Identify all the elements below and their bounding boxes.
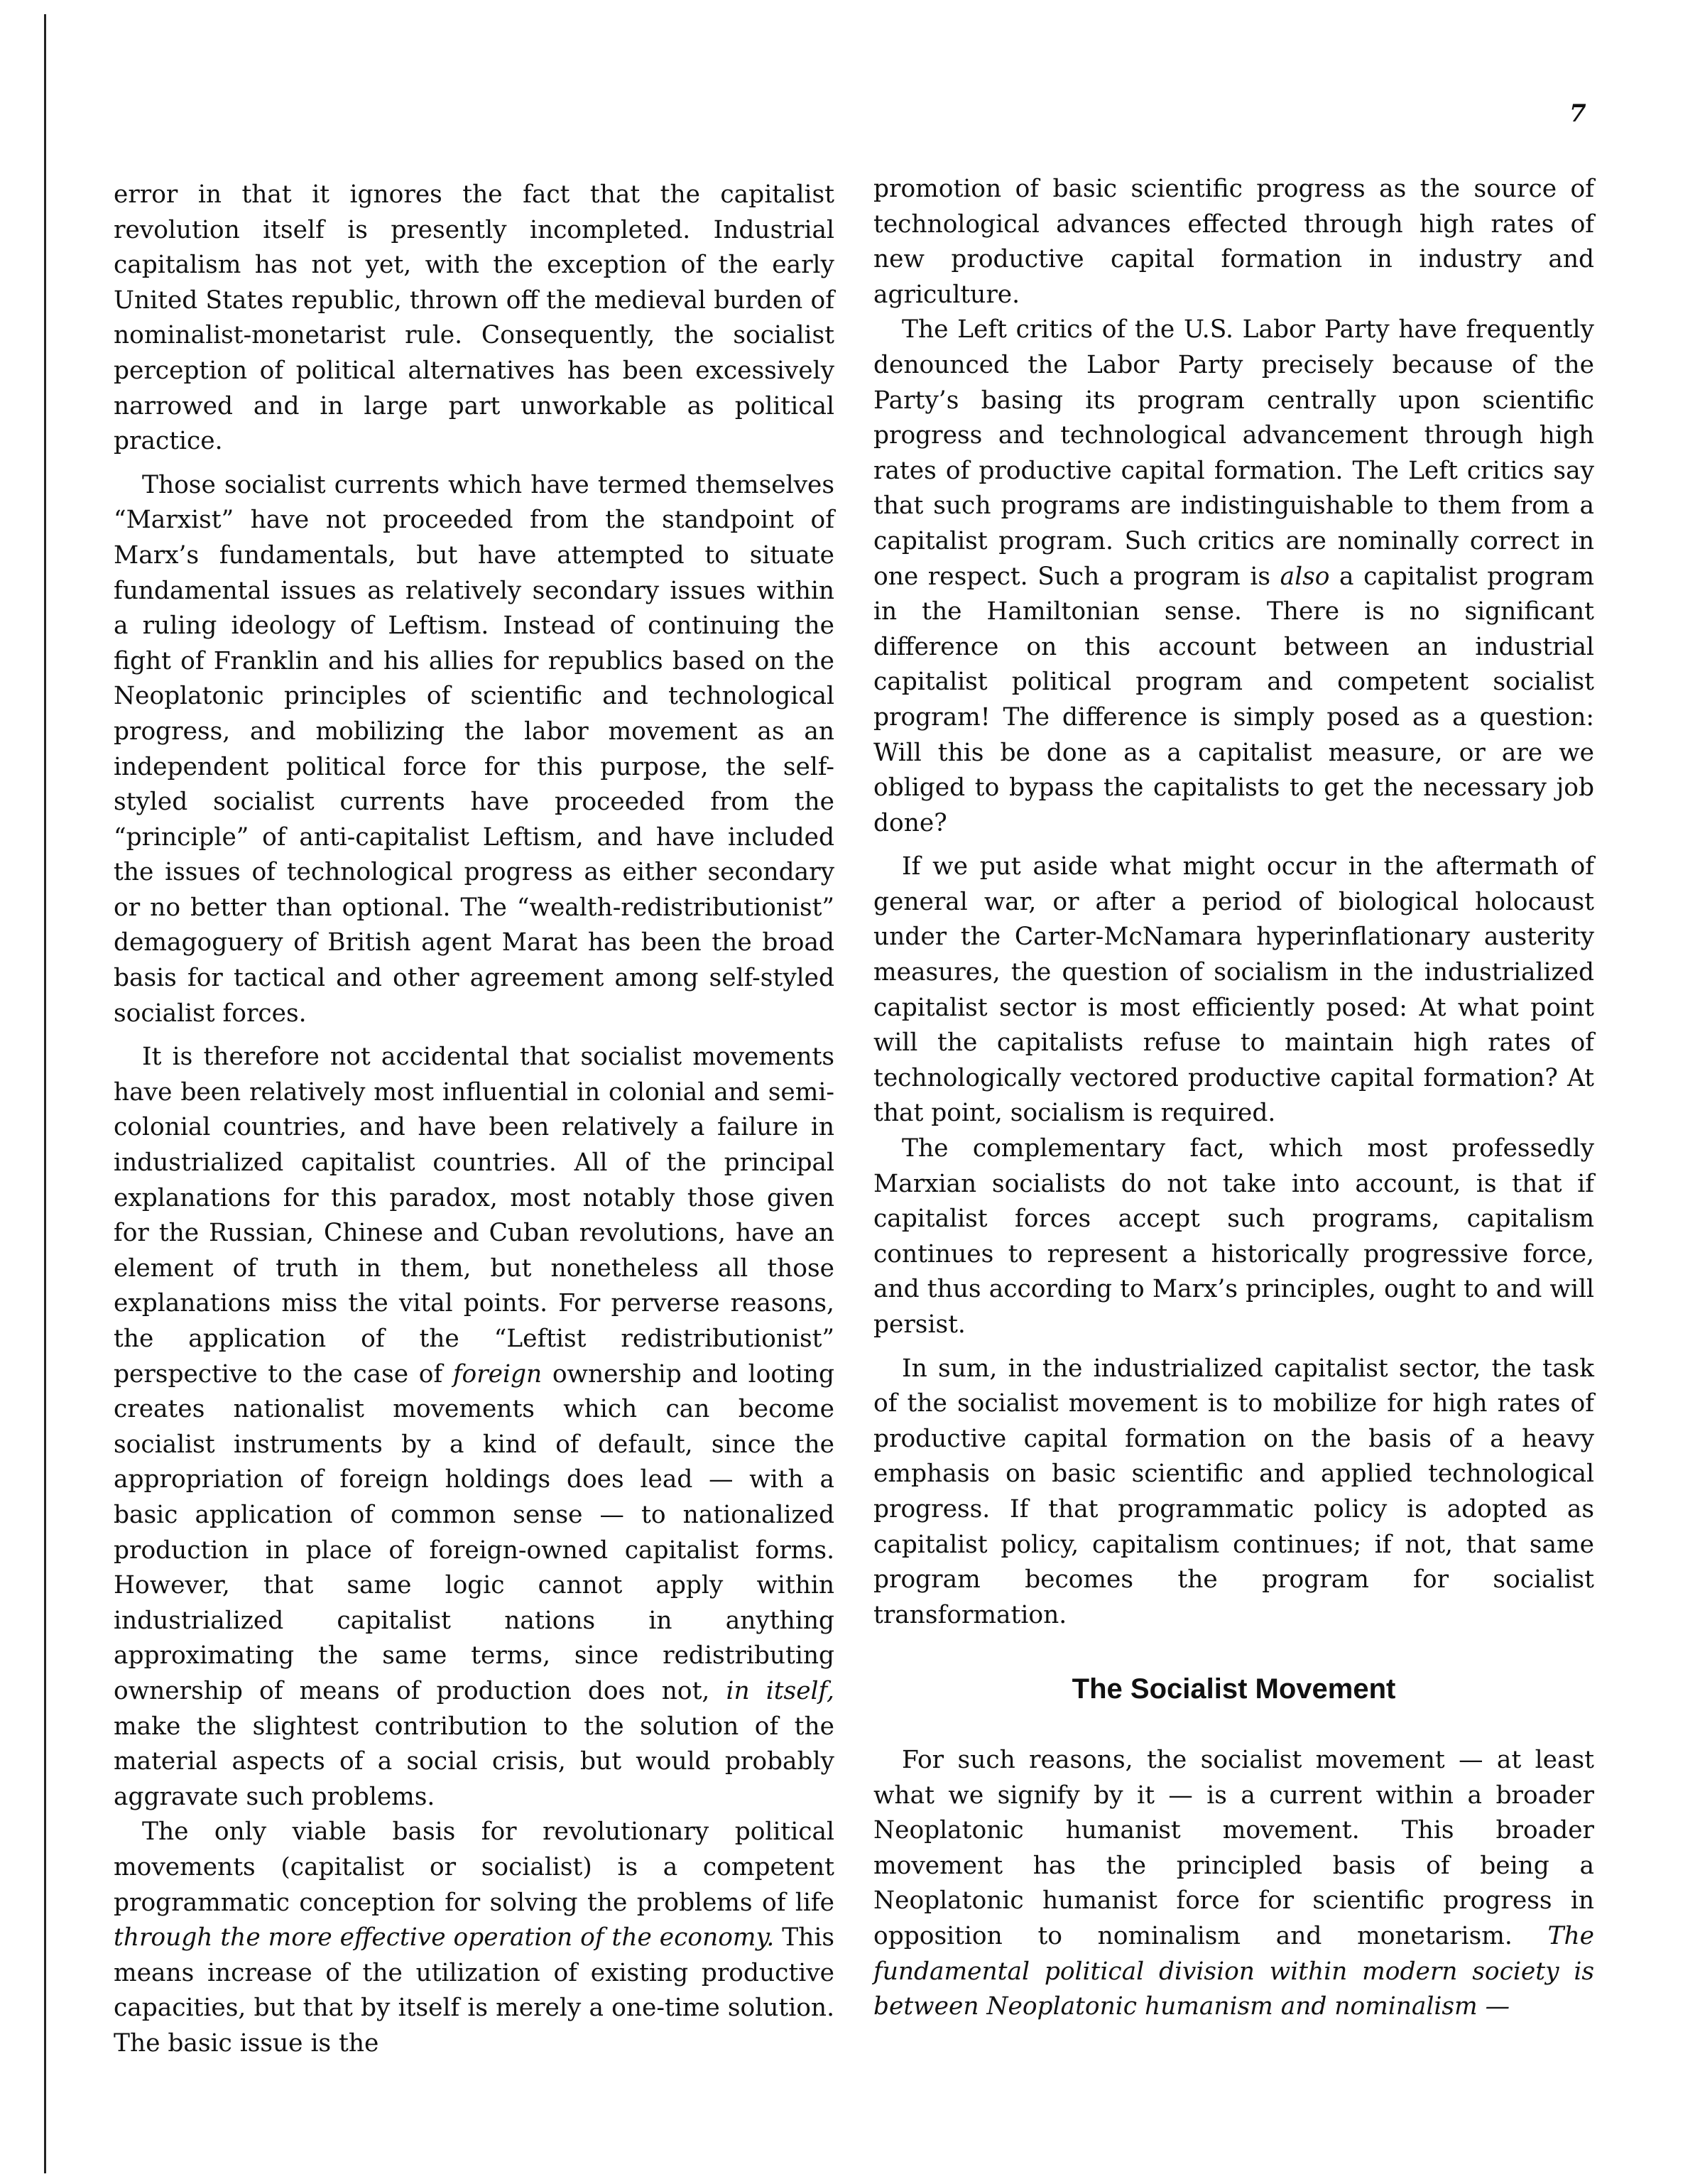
left-paragraph-3 [114,1040,834,1815]
right-paragraph-6 [873,1743,1594,2025]
emphasis-text: also [1280,562,1330,591]
right-paragraph-5: In sum, in the industrialized capitalist sector, the task of the socialist movement is to mobilize for high rates of productive capital formation on the basis of a heavy emphasis on basic scientific and applied technological progress. If that programmatic policy is adopted as capitalist policy, capitalism continues; if not, that same program becomes the program for socialist transformation. [873,1354,1594,1629]
text-run: a capitalist program in the Hamiltonian sense. There is no significant difference on this account between an industrial capitalist political program and competent socialist program! The difference is simply posed as a question: Will this be done as a capitalist measure, or are we obliged to bypass the capitalists to get the necessary job done? [873,562,1594,837]
left-column [114,178,834,2061]
left-paragraph-4 [114,1815,834,2061]
right-paragraph-3: If we put aside what might occur in the aftermath of general war, or after a period of biological holocaust under the Carter-McNamara hyperinflationary austerity measures, the question of socialism in the industrialized capitalist sector is most efficiently posed: At what point will the capitalists refuse to maintain high rates of technologically vectored productive capital formation? At that point, socialism is required. [873,852,1594,1128]
emphasis-text: in itself, [726,1676,834,1705]
text-run: ownership and looting creates nationalist movements which can become socialist instruments by a kind of default, since the appropriation of foreign holdings does lead — with a basic application of common sense — to nationalized production in place of foreign-owned capitalist forms. However, that same logic cannot apply within industrialized capitalist nations in anything approximating the same terms, since redistributing ownership of means of production does not, [114,1359,835,1705]
text-run: It is therefore not accidental that socialist movements have been relatively most influential in colonial and semi-colonial countries, and have been relatively a failure in industrialized capitalist countries. All of the principal explanations for this paradox, most notably those given for the Russian, Chinese and Cuban revolutions, have an element of truth in them, but nonetheless all those explanations miss the vital points. For perverse reasons, the application of the “Leftist redistributionist” perspective to the case of [114,1043,834,1389]
page-number: 7 [1569,99,1586,128]
text-run: This means increase of the utilization of existing productive capacities, but that by itself is merely a one-time solution. The basic issue is the [114,1923,834,2058]
emphasis-text: The fundamental political division within modern society is between Neoplatonic humanism and nominalism — [873,1921,1594,2021]
right-column [873,172,1594,2025]
text-run: The only viable basis for revolutionary political movements (capitalist or socialist) is a competent programmatic conception for solving the problems of life [114,1818,834,1917]
section-heading: The Socialist Movement [1072,1673,1396,1705]
left-paragraph-1: error in that it ignores the fact that the capitalist revolution itself is presently incompleted. Industrial capitalism has not yet, with the exception of the early United States republic, thrown off the medieval burden of nominalist-monetarist rule. Consequently, the socialist perception of political alternatives has been excessively narrowed and in large part unworkable as political practice. [114,180,834,456]
right-paragraph-4: The complementary fact, which most professedly Marxian socialists do not take into account, is that if capitalist forces accept such programs, capitalism continues to represent a historically progressive force, and thus according to Marx’s principles, ought to and will persist. [873,1134,1594,1339]
text-run: The Left critics of the U.S. Labor Party have frequently denounced the Labor Party precisely because of the Party’s basing its program centrally upon scientific progress and technological advancement through high rates of productive capital formation. The Left critics say that such programs are indistinguishable to them from a capitalist program. Such critics are nominally correct in one respect. Such a program is [873,315,1594,591]
right-paragraph-2 [873,313,1594,841]
right-paragraph-1: promotion of basic scientific progress as the source of technological advances effected through high rates of new productive capital formation in industry and agriculture. [873,175,1594,309]
binding-edge-line [44,14,46,2173]
left-paragraph-2: Those socialist currents which have termed themselves “Marxist” have not proceeded from the standpoint of Marx’s fundamentals, but have attempted to situate fundamental issues as relatively secondary issues within a ruling ideology of Leftism. Instead of continuing the fight of Franklin and his allies for republics based on the Neoplatonic principles of scientific and technological progress, and mobilizing the labor movement as an independent political force for this purpose, the self-styled socialist currents have proceeded from the “principle” of anti-capitalist Leftism, and have included the issues of technological progress as either secondary or no better than optional. The “wealth-redistributionist” demagoguery of British agent Marat has been the broad basis for tactical and other agreement among self-styled socialist forces. [114,470,834,1028]
emphasis-text: foreign [452,1359,543,1389]
text-run: make the slightest contribution to the solution of the material aspects of a social crisis, but would probably aggravate such problems. [114,1712,834,1811]
text-run: For such reasons, the socialist movement — at least what we signify by it — is a current within a broader Neoplatonic humanist movement. This broader movement has the principled basis of being a Neoplatonic humanist force for scientific progress in opposition to nominalism and monetarism. [873,1745,1594,1950]
emphasis-text: through the more effective operation of the economy. [114,1923,775,1952]
